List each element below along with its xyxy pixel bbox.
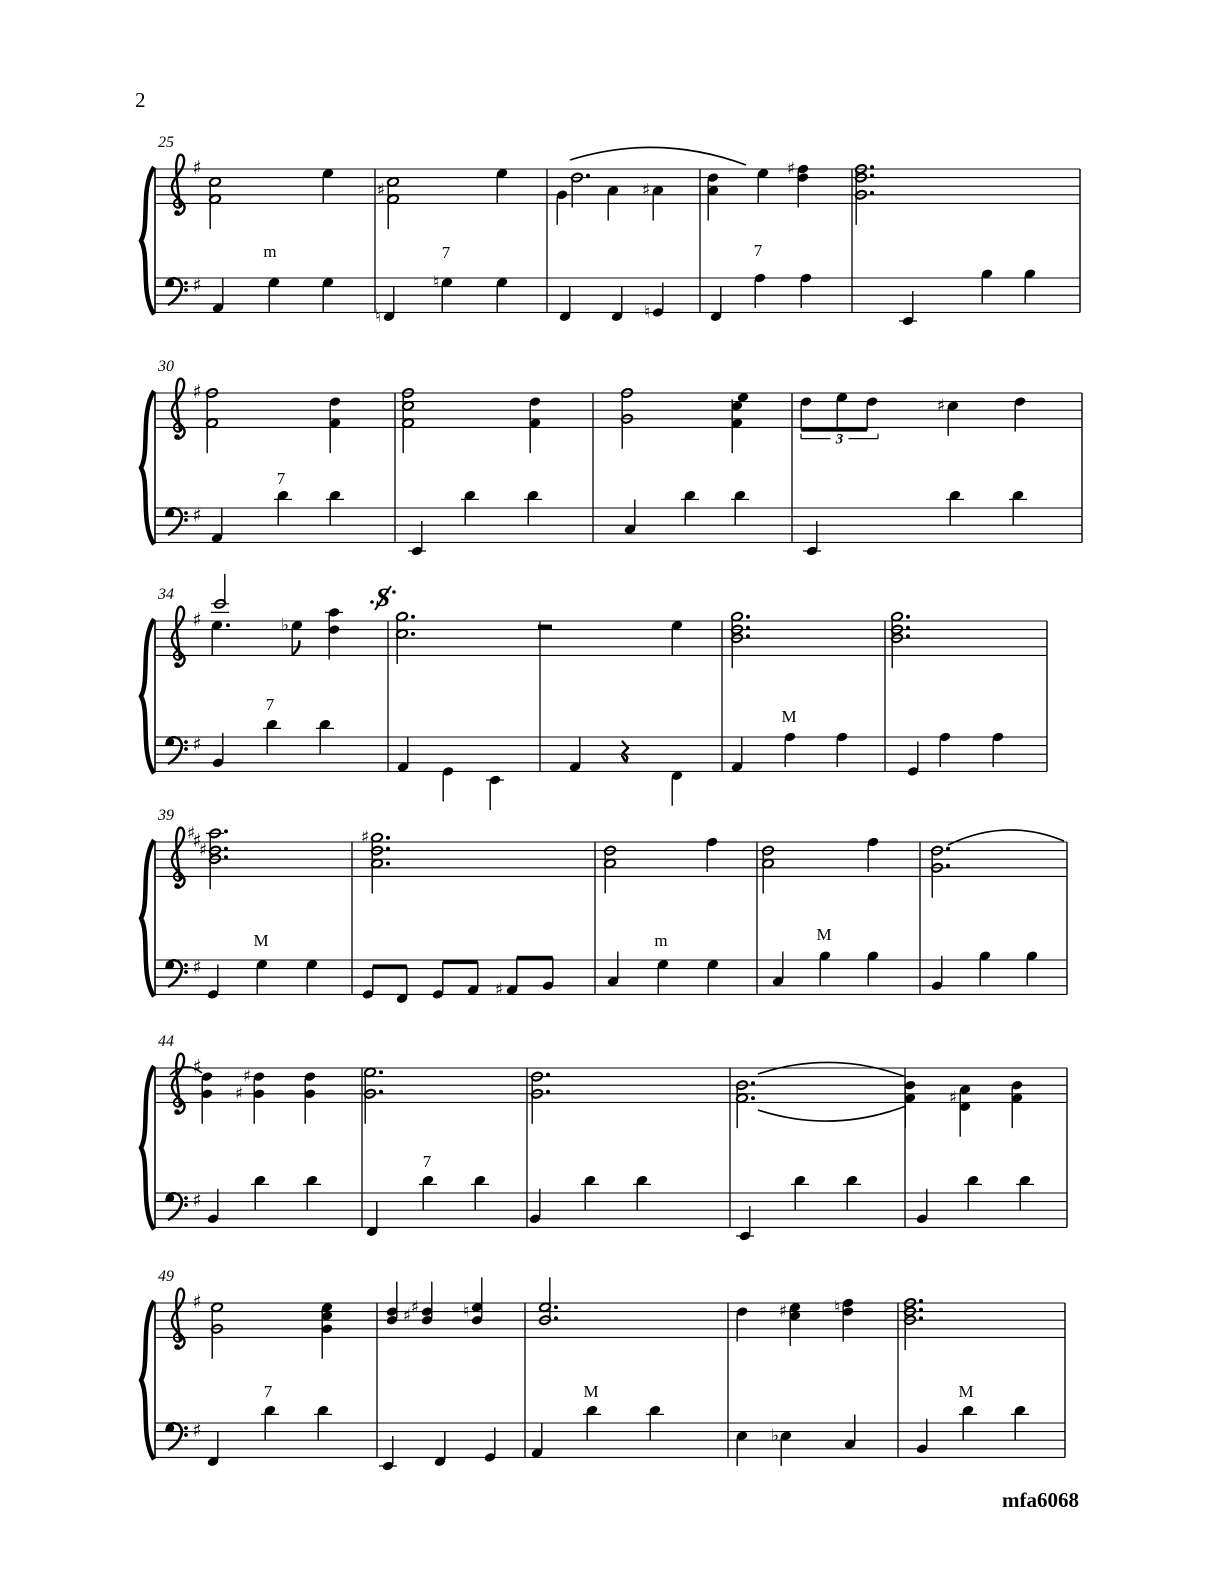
svg-text:3: 3 bbox=[835, 431, 844, 448]
treble-clef-icon bbox=[172, 607, 185, 668]
treble-staff-notes bbox=[211, 1277, 923, 1359]
chord-annotation: 7 bbox=[441, 243, 451, 262]
svg-text:♯: ♯ bbox=[494, 980, 504, 1001]
chord-annotation: M bbox=[781, 707, 797, 726]
svg-text:♯: ♯ bbox=[936, 395, 946, 416]
svg-text:♭: ♭ bbox=[770, 1425, 780, 1446]
measure-number: 25 bbox=[158, 134, 174, 151]
svg-text:♯: ♯ bbox=[198, 840, 208, 861]
bass-clef-icon bbox=[166, 1193, 188, 1220]
svg-text:♯: ♯ bbox=[376, 180, 386, 201]
chord-annotation: 7 bbox=[265, 695, 275, 714]
measure-number: 30 bbox=[158, 358, 174, 375]
measure-number: 39 bbox=[158, 807, 174, 824]
svg-text:♯: ♯ bbox=[641, 180, 651, 201]
svg-text:♯: ♯ bbox=[242, 1066, 252, 1087]
svg-text:♯: ♯ bbox=[192, 1419, 202, 1442]
segno-icon bbox=[370, 583, 396, 612]
system-49 bbox=[141, 1268, 1065, 1472]
slur bbox=[758, 1106, 906, 1121]
svg-text:♯: ♯ bbox=[192, 504, 202, 527]
bass-clef-icon bbox=[166, 508, 188, 535]
bass-clef-icon bbox=[166, 737, 188, 764]
slur bbox=[948, 830, 1064, 845]
slur bbox=[758, 1062, 906, 1077]
chord-annotation: 7 bbox=[276, 469, 286, 488]
page-number: 2 bbox=[135, 88, 146, 112]
svg-text:♯: ♯ bbox=[186, 823, 196, 844]
svg-text:♮: ♮ bbox=[462, 1301, 470, 1322]
svg-text:♯: ♯ bbox=[192, 830, 202, 852]
bass-clef-icon bbox=[166, 960, 188, 987]
measure-number: 44 bbox=[158, 1033, 174, 1050]
svg-text:♮: ♮ bbox=[833, 1297, 841, 1318]
svg-text:♮: ♮ bbox=[432, 272, 440, 293]
chord-annotation: 7 bbox=[422, 1152, 432, 1171]
system-44 bbox=[141, 1033, 1067, 1242]
treble-clef-icon bbox=[172, 828, 185, 889]
svg-text:♯: ♯ bbox=[948, 1088, 958, 1109]
system-brace bbox=[141, 1066, 154, 1229]
svg-text:♭: ♭ bbox=[280, 615, 290, 636]
system-25 bbox=[141, 134, 1080, 327]
chord-annotation: 7 bbox=[263, 1382, 273, 1401]
chord-annotation: m bbox=[263, 242, 277, 261]
svg-text:♯: ♯ bbox=[192, 274, 202, 297]
chord-annotation: m bbox=[654, 931, 668, 950]
svg-text:♮: ♮ bbox=[643, 302, 651, 323]
svg-text:♯: ♯ bbox=[360, 827, 370, 848]
system-brace bbox=[141, 167, 154, 314]
system-34 bbox=[141, 574, 1047, 810]
svg-text:♯: ♯ bbox=[192, 1291, 202, 1313]
measure-number: 34 bbox=[158, 586, 174, 603]
bass-staff-notes bbox=[207, 1175, 1034, 1242]
svg-text:S: S bbox=[375, 583, 391, 612]
treble-clef-icon bbox=[172, 1289, 185, 1350]
system-brace bbox=[141, 840, 154, 996]
svg-text:♯: ♯ bbox=[410, 1297, 420, 1318]
treble-clef-icon bbox=[172, 379, 185, 440]
chord-annotation: M bbox=[583, 1382, 599, 1401]
svg-text:♯: ♯ bbox=[778, 1301, 788, 1322]
chord-annotation: 7 bbox=[753, 241, 763, 260]
svg-text:♮: ♮ bbox=[374, 306, 382, 327]
system-brace bbox=[141, 391, 154, 544]
bass-clef-icon bbox=[166, 278, 188, 305]
measure-number: 49 bbox=[158, 1268, 174, 1285]
system-brace bbox=[141, 1301, 154, 1459]
treble-staff-notes bbox=[187, 823, 950, 897]
chord-annotation: M bbox=[816, 925, 832, 944]
svg-text:♯: ♯ bbox=[786, 159, 796, 179]
system-30 bbox=[141, 358, 1082, 557]
bass-staff-notes bbox=[212, 268, 1037, 327]
svg-text:♯: ♯ bbox=[192, 1189, 202, 1212]
svg-text:♯: ♯ bbox=[234, 1083, 244, 1104]
catalog-code: mfa6068 bbox=[1002, 1488, 1079, 1512]
svg-text:♯: ♯ bbox=[192, 157, 202, 179]
slur bbox=[570, 147, 746, 165]
svg-text:♯: ♯ bbox=[192, 733, 202, 756]
svg-text:♯: ♯ bbox=[192, 1056, 202, 1078]
treble-clef-icon bbox=[172, 1054, 185, 1115]
chord-annotation: M bbox=[253, 931, 269, 950]
svg-text:♯: ♯ bbox=[402, 1305, 412, 1326]
chord-annotation: M bbox=[958, 1382, 974, 1401]
bass-clef-icon bbox=[166, 1423, 188, 1450]
bass-staff-notes bbox=[211, 490, 1027, 557]
system-39 bbox=[141, 807, 1067, 1004]
treble-staff-notes bbox=[206, 388, 1027, 453]
treble-clef-icon bbox=[172, 155, 185, 216]
svg-text:♯: ♯ bbox=[192, 956, 202, 979]
bass-staff-notes bbox=[207, 1405, 1029, 1472]
svg-text:♯: ♯ bbox=[192, 381, 202, 403]
svg-text:♯: ♯ bbox=[192, 609, 202, 631]
system-brace bbox=[141, 619, 154, 773]
